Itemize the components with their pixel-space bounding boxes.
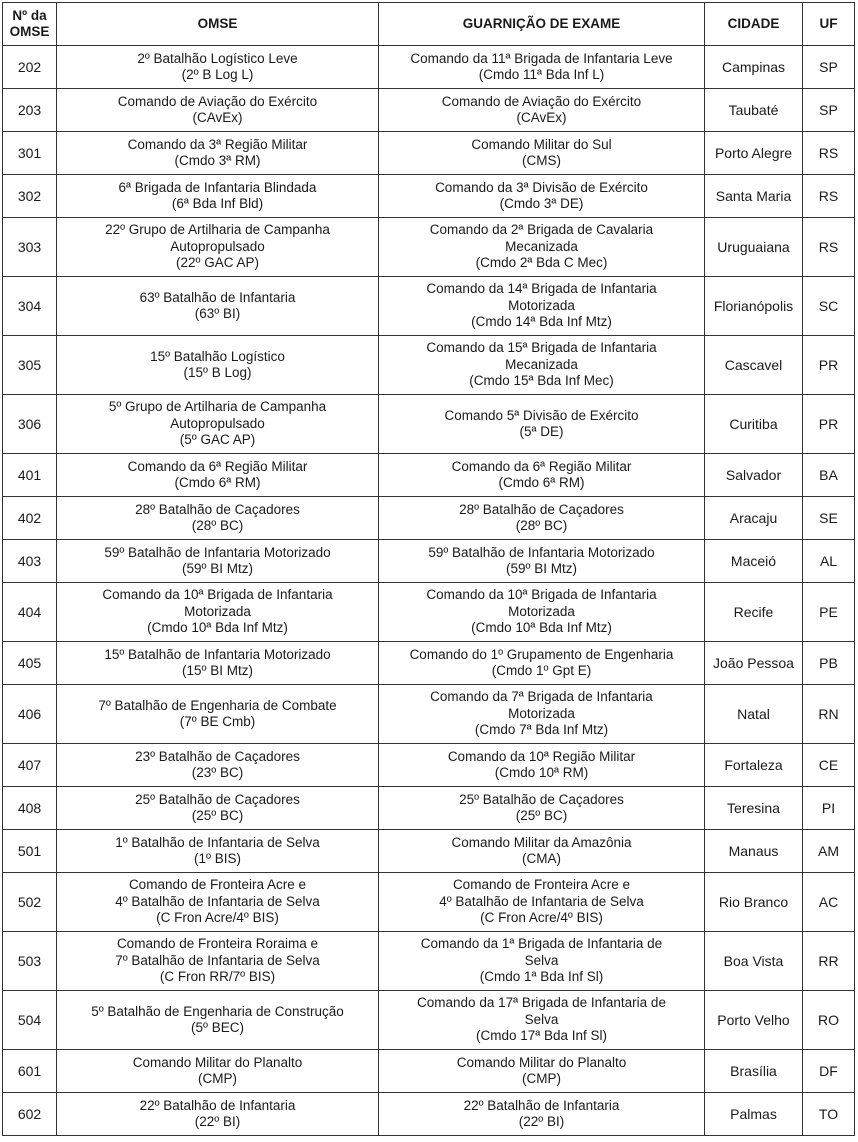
omse-line: 63º Batalhão de Infantaria <box>139 289 296 305</box>
guarnicao-line: Comando do 1º Grupamento de Engenharia <box>409 646 674 662</box>
cell-uf: RS <box>803 218 855 277</box>
cell-omse <box>57 685 379 744</box>
cell-num: 503 <box>3 932 57 991</box>
cell-num: 401 <box>3 454 57 497</box>
cell-omse <box>57 1093 379 1136</box>
guarnicao-line: Comando da 10ª Região Militar <box>447 748 636 764</box>
guarnicao-line: Selva <box>524 952 559 968</box>
guarnicao-line: (22º BI) <box>518 1114 565 1129</box>
cell-omse <box>57 218 379 277</box>
cell-num: 501 <box>3 830 57 873</box>
omse-line: (23º BC) <box>191 765 244 780</box>
cell-num: 407 <box>3 744 57 787</box>
guarnicao-line: (Cmdo 14ª Bda Inf Mtz) <box>471 314 612 330</box>
cell-omse <box>57 395 379 454</box>
table-row <box>3 175 855 218</box>
omse-line: 5º Batalhão de Engenharia de Construção <box>91 1003 344 1019</box>
cell-guarnicao <box>379 336 705 395</box>
guarnicao-line: Comando de Fronteira Acre e <box>452 877 631 893</box>
cell-guarnicao <box>379 1050 705 1093</box>
cell-guarnicao <box>379 497 705 540</box>
cell-cidade: Florianópolis <box>705 277 803 336</box>
table-row <box>3 787 855 830</box>
cell-guarnicao <box>379 277 705 336</box>
guarnicao-line: Comando Militar do Sul <box>471 136 612 152</box>
cell-uf: SP <box>803 89 855 132</box>
omse-line: Comando da 3ª Região Militar <box>127 136 308 152</box>
cell-num: 305 <box>3 336 57 395</box>
cell-cidade: Curitiba <box>705 395 803 454</box>
cell-omse <box>57 46 379 89</box>
omse-line: 22º Batalhão de Infantaria <box>139 1097 296 1113</box>
cell-guarnicao <box>379 540 705 583</box>
header-uf: UF <box>803 3 855 46</box>
omse-line: (15º B Log) <box>183 365 252 380</box>
guarnicao-line: Comando da 1ª Brigada de Infantaria de <box>420 936 663 952</box>
table-row <box>3 218 855 277</box>
cell-uf: TO <box>803 1093 855 1136</box>
guarnicao-line: Motorizada <box>508 705 575 721</box>
cell-num: 601 <box>3 1050 57 1093</box>
guarnicao-line: (Cmdo 17ª Bda Inf Sl) <box>475 1028 608 1044</box>
guarnicao-line: (Cmdo 7ª Bda Inf Mtz) <box>474 722 609 738</box>
omse-line: (28º BC) <box>191 518 244 533</box>
guarnicao-line: (Cmdo 3ª DE) <box>499 196 584 211</box>
table-row <box>3 685 855 744</box>
table-row <box>3 454 855 497</box>
omse-line: (25º BC) <box>191 808 244 823</box>
omse-line: (CMP) <box>198 1071 237 1086</box>
cell-uf: RS <box>803 175 855 218</box>
omse-line: Comando da 10ª Brigada de Infantaria <box>102 587 333 603</box>
cell-num: 302 <box>3 175 57 218</box>
cell-omse <box>57 1050 379 1093</box>
cell-uf: PI <box>803 787 855 830</box>
cell-uf: RN <box>803 685 855 744</box>
table-row <box>3 277 855 336</box>
cell-guarnicao <box>379 89 705 132</box>
cell-uf: AC <box>803 873 855 932</box>
cell-num: 303 <box>3 218 57 277</box>
header-guarnicao: GUARNIÇÃO DE EXAME <box>379 3 705 46</box>
guarnicao-line: (C Fron Acre/4º BIS) <box>480 910 603 926</box>
cell-guarnicao <box>379 583 705 642</box>
cell-omse <box>57 175 379 218</box>
cell-uf: RR <box>803 932 855 991</box>
cell-omse <box>57 744 379 787</box>
omse-line: (CAvEx) <box>192 110 243 125</box>
cell-num: 502 <box>3 873 57 932</box>
cell-uf: RS <box>803 132 855 175</box>
guarnicao-line: Mecanizada <box>505 238 578 254</box>
cell-cidade: Maceió <box>705 540 803 583</box>
guarnicao-line: (CMA) <box>522 851 561 866</box>
cell-guarnicao <box>379 991 705 1050</box>
cell-cidade: Aracaju <box>705 497 803 540</box>
guarnicao-line: (Cmdo 15ª Bda Inf Mec) <box>469 373 614 389</box>
cell-guarnicao <box>379 873 705 932</box>
table-body <box>3 46 855 1136</box>
cell-uf: PE <box>803 583 855 642</box>
cell-cidade: Santa Maria <box>705 175 803 218</box>
omse-line: (5º BEC) <box>191 1020 244 1035</box>
omse-line: Autopropulsado <box>170 238 265 254</box>
cell-uf: SP <box>803 46 855 89</box>
cell-cidade: Recife <box>705 583 803 642</box>
cell-uf: AL <box>803 540 855 583</box>
guarnicao-line: Comando da 14ª Brigada de Infantaria <box>426 281 657 297</box>
omse-line: 1º Batalhão de Infantaria de Selva <box>115 834 320 850</box>
guarnicao-line: (Cmdo 1º Gpt E) <box>491 663 592 678</box>
omse-line: (C Fron Acre/4º BIS) <box>156 910 279 926</box>
cell-num: 405 <box>3 642 57 685</box>
cell-guarnicao <box>379 685 705 744</box>
table-row <box>3 540 855 583</box>
cell-guarnicao <box>379 642 705 685</box>
cell-num: 504 <box>3 991 57 1050</box>
omse-line: (15º BI Mtz) <box>182 663 253 678</box>
guarnicao-line: (28º BC) <box>515 518 568 533</box>
guarnicao-line: (CAvEx) <box>516 110 567 125</box>
cell-guarnicao <box>379 454 705 497</box>
cell-omse <box>57 132 379 175</box>
table-row <box>3 991 855 1050</box>
omse-line: (63º BI) <box>194 306 241 321</box>
cell-uf: RO <box>803 991 855 1050</box>
cell-omse <box>57 277 379 336</box>
cell-guarnicao <box>379 46 705 89</box>
guarnicao-line: 59º Batalhão de Infantaria Motorizado <box>428 544 655 560</box>
header-row <box>3 3 855 46</box>
omse-line: 4º Batalhão de Infantaria de Selva <box>115 893 320 909</box>
header-cidade: CIDADE <box>705 3 803 46</box>
omse-line: (22º BI) <box>194 1114 241 1129</box>
guarnicao-line: Mecanizada <box>505 356 578 372</box>
omse-line: (Cmdo 6ª RM) <box>174 475 261 490</box>
header-num-line2: OMSE <box>9 24 50 39</box>
cell-num: 404 <box>3 583 57 642</box>
cell-num: 304 <box>3 277 57 336</box>
cell-guarnicao <box>379 395 705 454</box>
cell-omse <box>57 540 379 583</box>
cell-num: 202 <box>3 46 57 89</box>
guarnicao-line: Comando de Aviação do Exército <box>441 93 642 109</box>
omse-line: Autopropulsado <box>170 415 265 431</box>
cell-uf: PB <box>803 642 855 685</box>
omse-line: (6ª Bda Inf Bld) <box>171 196 264 211</box>
table-row <box>3 132 855 175</box>
cell-guarnicao <box>379 175 705 218</box>
omse-line: (22º GAC AP) <box>176 255 259 271</box>
guarnicao-line: 4º Batalhão de Infantaria de Selva <box>439 893 644 909</box>
cell-guarnicao <box>379 132 705 175</box>
cell-num: 306 <box>3 395 57 454</box>
cell-uf: BA <box>803 454 855 497</box>
cell-cidade: Fortaleza <box>705 744 803 787</box>
cell-cidade: Campinas <box>705 46 803 89</box>
cell-cidade: Salvador <box>705 454 803 497</box>
guarnicao-line: (Cmdo 1ª Bda Inf Sl) <box>479 969 604 985</box>
guarnicao-line: Motorizada <box>508 603 575 619</box>
cell-guarnicao <box>379 787 705 830</box>
header-omse: OMSE <box>57 3 379 46</box>
guarnicao-line: (Cmdo 2ª Bda C Mec) <box>475 255 608 271</box>
omse-line: 5º Grupo de Artilharia de Campanha <box>108 399 327 415</box>
omse-table <box>2 2 855 1136</box>
omse-line: 7º Batalhão de Engenharia de Combate <box>98 697 337 713</box>
cell-cidade: Teresina <box>705 787 803 830</box>
guarnicao-line: Comando 5ª Divisão de Exército <box>444 407 639 423</box>
guarnicao-line: (CMS) <box>522 153 561 168</box>
guarnicao-line: Comando da 17ª Brigada de Infantaria de <box>417 995 666 1011</box>
guarnicao-line: 25º Batalhão de Caçadores <box>459 791 624 807</box>
cell-uf: CE <box>803 744 855 787</box>
cell-cidade: Cascavel <box>705 336 803 395</box>
guarnicao-line: Comando da 11ª Brigada de Infantaria Leve <box>410 50 673 66</box>
cell-cidade: Natal <box>705 685 803 744</box>
omse-line: 59º Batalhão de Infantaria Motorizado <box>104 544 331 560</box>
omse-line: (5º GAC AP) <box>179 432 256 448</box>
guarnicao-line: Motorizada <box>508 297 575 313</box>
cell-guarnicao <box>379 830 705 873</box>
cell-omse <box>57 787 379 830</box>
guarnicao-line: Comando da 2ª Brigada de Cavalaria <box>429 222 654 238</box>
cell-guarnicao <box>379 1093 705 1136</box>
cell-uf: DF <box>803 1050 855 1093</box>
cell-num: 402 <box>3 497 57 540</box>
omse-line: 15º Batalhão Logístico <box>150 348 285 364</box>
cell-guarnicao <box>379 932 705 991</box>
omse-line: Motorizada <box>184 603 251 619</box>
omse-line: 7º Batalhão de Infantaria de Selva <box>115 952 320 968</box>
header-num-line1: Nº da <box>12 8 47 23</box>
guarnicao-line: Comando da 3ª Divisão de Exército <box>435 179 648 195</box>
cell-uf: PR <box>803 395 855 454</box>
cell-cidade: Uruguaiana <box>705 218 803 277</box>
cell-cidade: Palmas <box>705 1093 803 1136</box>
guarnicao-line: (5ª DE) <box>519 424 564 439</box>
omse-line: 22º Grupo de Artilharia de Campanha <box>105 222 330 238</box>
omse-line: (C Fron RR/7º BIS) <box>159 969 276 985</box>
cell-cidade: João Pessoa <box>705 642 803 685</box>
guarnicao-line: Selva <box>524 1011 559 1027</box>
omse-line: 28º Batalhão de Caçadores <box>135 501 300 517</box>
omse-line: 6ª Brigada de Infantaria Blindada <box>118 179 317 195</box>
omse-line: Comando de Fronteira Roraima e <box>116 936 319 952</box>
cell-num: 408 <box>3 787 57 830</box>
cell-uf: PR <box>803 336 855 395</box>
guarnicao-line: (Cmdo 10ª RM) <box>494 765 589 780</box>
cell-uf: SE <box>803 497 855 540</box>
guarnicao-line: (59º BI Mtz) <box>506 561 577 576</box>
cell-omse <box>57 991 379 1050</box>
cell-omse <box>57 830 379 873</box>
table-row <box>3 583 855 642</box>
omse-line: Comando de Fronteira Acre e <box>128 877 307 893</box>
omse-line: (Cmdo 3ª RM) <box>174 153 261 168</box>
guarnicao-line: Comando Militar da Amazônia <box>451 834 632 850</box>
cell-guarnicao <box>379 744 705 787</box>
cell-omse <box>57 497 379 540</box>
cell-omse <box>57 454 379 497</box>
cell-uf: SC <box>803 277 855 336</box>
guarnicao-line: Comando da 10ª Brigada de Infantaria <box>426 587 657 603</box>
cell-num: 403 <box>3 540 57 583</box>
header-num <box>3 3 57 46</box>
omse-line: (59º BI Mtz) <box>182 561 253 576</box>
cell-num: 602 <box>3 1093 57 1136</box>
table-row <box>3 642 855 685</box>
omse-line: 2º Batalhão Logístico Leve <box>137 50 298 66</box>
cell-uf: AM <box>803 830 855 873</box>
omse-line: Comando de Aviação do Exército <box>117 93 318 109</box>
cell-num: 301 <box>3 132 57 175</box>
cell-num: 203 <box>3 89 57 132</box>
cell-omse <box>57 873 379 932</box>
guarnicao-line: 28º Batalhão de Caçadores <box>459 501 624 517</box>
guarnicao-line: Comando da 7ª Brigada de Infantaria <box>430 689 653 705</box>
cell-num: 406 <box>3 685 57 744</box>
guarnicao-line: (Cmdo 11ª Bda Inf L) <box>478 67 605 82</box>
table-row <box>3 395 855 454</box>
cell-omse <box>57 583 379 642</box>
cell-cidade: Rio Branco <box>705 873 803 932</box>
guarnicao-line: Comando da 15ª Brigada de Infantaria <box>426 340 657 356</box>
guarnicao-line: (Cmdo 6ª RM) <box>498 475 585 490</box>
cell-cidade: Porto Alegre <box>705 132 803 175</box>
cell-guarnicao <box>379 218 705 277</box>
guarnicao-line: 22º Batalhão de Infantaria <box>463 1097 620 1113</box>
guarnicao-line: Comando da 6ª Região Militar <box>451 458 632 474</box>
omse-line: 23º Batalhão de Caçadores <box>135 748 300 764</box>
cell-omse <box>57 336 379 395</box>
table-row <box>3 1093 855 1136</box>
cell-omse <box>57 642 379 685</box>
table-row <box>3 1050 855 1093</box>
table-row <box>3 932 855 991</box>
omse-line: Comando da 6ª Região Militar <box>127 458 308 474</box>
guarnicao-line: (CMP) <box>522 1071 561 1086</box>
guarnicao-line: (25º BC) <box>515 808 568 823</box>
table-row <box>3 46 855 89</box>
omse-line: 25º Batalhão de Caçadores <box>135 791 300 807</box>
table-row <box>3 744 855 787</box>
omse-line: (1º BIS) <box>194 851 241 866</box>
omse-line: 15º Batalhão de Infantaria Motorizado <box>104 646 331 662</box>
table-row <box>3 336 855 395</box>
table-row <box>3 89 855 132</box>
cell-cidade: Brasília <box>705 1050 803 1093</box>
omse-line: Comando Militar do Planalto <box>132 1054 303 1070</box>
cell-cidade: Boa Vista <box>705 932 803 991</box>
cell-cidade: Porto Velho <box>705 991 803 1050</box>
cell-omse <box>57 932 379 991</box>
cell-cidade: Manaus <box>705 830 803 873</box>
cell-cidade: Taubaté <box>705 89 803 132</box>
table-row <box>3 497 855 540</box>
cell-omse <box>57 89 379 132</box>
guarnicao-line: (Cmdo 10ª Bda Inf Mtz) <box>471 620 612 636</box>
omse-line: (Cmdo 10ª Bda Inf Mtz) <box>147 620 288 636</box>
omse-line: (7º BE Cmb) <box>179 714 256 729</box>
guarnicao-line: Comando Militar do Planalto <box>456 1054 627 1070</box>
omse-line: (2º B Log L) <box>181 67 254 82</box>
table-row <box>3 830 855 873</box>
table-row <box>3 873 855 932</box>
